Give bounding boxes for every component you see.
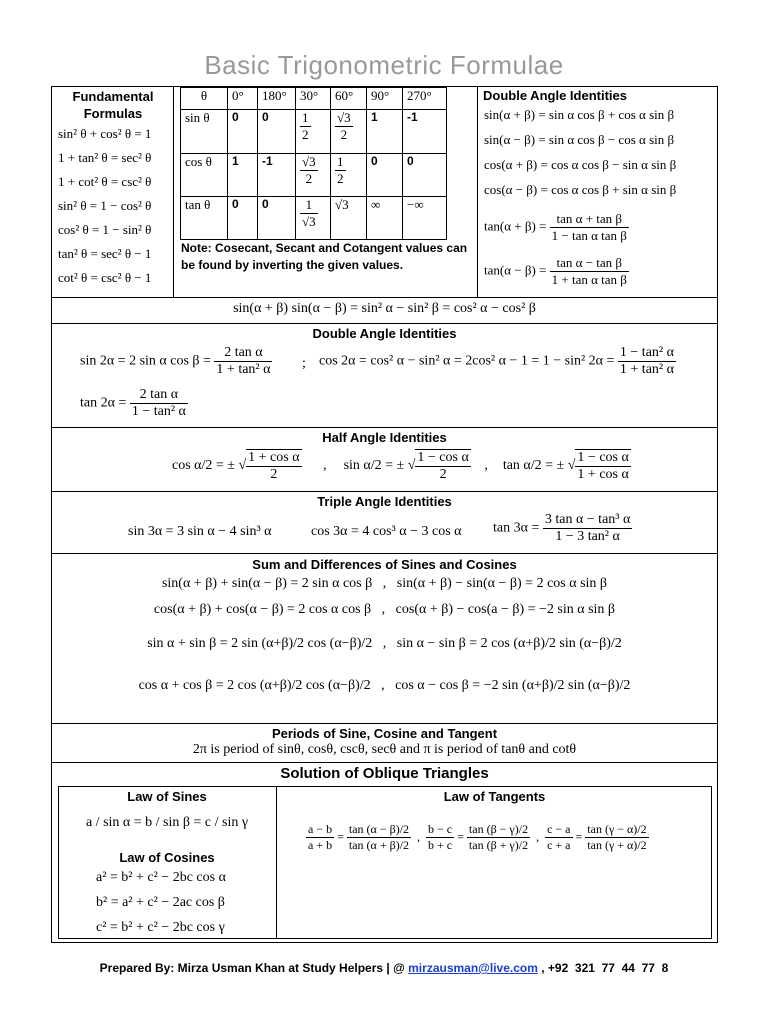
- fundamental-formula: cos² θ = 1 − sin² θ: [58, 222, 152, 237]
- divider: [51, 553, 718, 554]
- denominator: tan (β + γ)/2: [468, 838, 529, 852]
- sum-identity: sin α + sin β = 2 sin (α+β)/2 cos (α−β)/2 , sin α − sin β = 2 cos (α+β)/2 sin (α−β)/2: [147, 636, 622, 651]
- product-identity: sin(α + β) sin(α − β) = sin² α − sin² β = cos² α − cos² β: [233, 301, 536, 316]
- denominator: a + b: [308, 838, 333, 852]
- table-cell: 1: [228, 154, 258, 197]
- law-of-cosines-list: [96, 870, 226, 945]
- cosine-law-formula: b² = a² + c² − 2ac cos β: [96, 895, 225, 910]
- table-cell: 0: [367, 154, 403, 197]
- numerator: c − a: [547, 822, 571, 836]
- table-header-cell: 270°: [403, 88, 447, 110]
- half-sin-lhs: sin α/2 = ±: [343, 458, 405, 474]
- sum-of-sines-heading: Sum and Differences of Sines and Cosines: [252, 557, 517, 572]
- table-row: [181, 154, 447, 197]
- double-angle-heading: Double Angle Identities: [312, 326, 457, 341]
- oblique-heading: Solution of Oblique Triangles: [280, 765, 489, 782]
- denominator: 1 − tan α tan β: [551, 228, 627, 243]
- denominator: 2: [305, 171, 313, 186]
- half-angle-heading: Half Angle Identities: [322, 430, 447, 445]
- half-angle-formulas: cos α/2 = ± √ $\frac{\text{1 + cos α}}{2}$ , sin α/2 = ± √ $\frac{\text{1 − cos α}}{2}$ , tan α/2 = ± √ $\frac{\text{1 − cos α}}{\text{1 + cos α}}$: [172, 450, 629, 482]
- sin-double-formula: [80, 345, 272, 378]
- table-header-cell: 90°: [367, 88, 403, 110]
- email-link[interactable]: mirzausman@live.com: [408, 961, 538, 975]
- numerator: tan α + tan β: [550, 211, 629, 228]
- denominator: c + a: [547, 838, 571, 852]
- fundamental-formula: 1 + tan² θ = sec² θ: [58, 150, 152, 165]
- cos-triple-formula: cos 3α = 4 cos³ α − 3 cos α: [311, 524, 462, 539]
- law-of-cosines-heading: Law of Cosines: [119, 850, 215, 865]
- cosine-law-formula: a² = b² + c² − 2bc cos α: [96, 870, 226, 885]
- numerator: √3: [302, 154, 316, 169]
- divider: [51, 491, 718, 492]
- separator: ;: [302, 356, 306, 371]
- denominator: tan (α + β)/2: [348, 838, 410, 852]
- half-cos-lhs: cos α/2 = ±: [172, 458, 235, 474]
- sqrt-sign-icon: √: [407, 458, 416, 474]
- identity: cos(α − β) = cos α cos β + sin α sin β: [484, 182, 677, 197]
- divider: [51, 762, 718, 763]
- footer-credit: Prepared By: Mirza Usman Khan at Study Helpers | @: [99, 961, 409, 975]
- table-cell: -1: [258, 154, 296, 197]
- fundamental-formula: cot² θ = csc² θ − 1: [58, 270, 152, 285]
- numerator: tan (α − β)/2: [348, 822, 410, 836]
- table-header-row: [181, 88, 447, 110]
- numerator: √3: [337, 110, 351, 125]
- table-cell: 0: [258, 197, 296, 240]
- tan-sum-formula: [484, 211, 629, 244]
- identity: cos(α + β) = cos α cos β − sin α sin β: [484, 157, 677, 172]
- numerator: tan (β − γ)/2: [468, 822, 529, 836]
- table-header-cell: 60°: [331, 88, 367, 110]
- denominator: 1 − tan² α: [131, 404, 186, 419]
- table-cell: [296, 197, 331, 240]
- table-cell: sin θ: [181, 110, 228, 154]
- denominator: 2: [337, 171, 344, 186]
- cos-double-formula: [319, 345, 676, 378]
- table-cell: √3: [331, 197, 367, 240]
- divider: [51, 323, 718, 324]
- cos-double-lhs: cos 2α = cos² α − sin² α = 2cos² α − 1 = 1 − sin² 2α =: [319, 353, 615, 369]
- divider: [173, 86, 174, 297]
- table-header-cell: θ: [181, 88, 228, 110]
- fundamental-formula: sin² θ = 1 − cos² θ: [58, 198, 152, 213]
- table-cell: [331, 154, 367, 197]
- table-cell: 0: [258, 110, 296, 154]
- sum-identity: sin(α + β) + sin(α − β) = 2 sin α cos β , sin(α + β) − sin(α − β) = 2 cos α sin β: [161, 576, 608, 591]
- table-header-cell: 180°: [258, 88, 296, 110]
- denominator: 2: [270, 467, 278, 482]
- table-cell: [296, 110, 331, 154]
- tan-difference-lhs: tan(α − β) =: [484, 262, 547, 278]
- table-cell: 0: [228, 110, 258, 154]
- denominator: tan (γ + α)/2: [587, 838, 647, 852]
- fundamental-formula: 1 + cot² θ = csc² θ: [58, 174, 152, 189]
- denominator: 1 + tan α tan β: [551, 272, 627, 287]
- footer-phone: , +92 321 77 44 77 8: [537, 961, 669, 975]
- numerator: 1: [337, 154, 344, 169]
- numerator: tan α − tan β: [550, 255, 629, 272]
- numerator: 2 tan α: [130, 387, 188, 404]
- denominator: 2: [439, 467, 447, 482]
- fundamental-heading: Fundamental Formulas: [72, 89, 154, 121]
- page-title: Basic Trigonometric Formulae: [204, 50, 564, 80]
- denominator: b + c: [428, 838, 453, 852]
- table-header-cell: 0°: [228, 88, 258, 110]
- periods-line: 2π is period of sinθ, cosθ, cscθ, secθ and π is period of tanθ and cotθ: [192, 742, 577, 757]
- sqrt-sign-icon: √: [567, 458, 576, 474]
- divider: [51, 723, 718, 724]
- numerator: b − c: [428, 822, 453, 836]
- table-cell: -1: [403, 110, 447, 154]
- sin-triple-formula: sin 3α = 3 sin α − 4 sin³ α: [128, 524, 272, 539]
- cosine-law-formula: c² = b² + c² − 2bc cos γ: [96, 920, 225, 935]
- table-note: Note: Cosecant, Secant and Cotangent values can be found by inverting the given values.: [181, 241, 468, 272]
- table-cell: 1: [367, 110, 403, 154]
- identity: sin(α − β) = sin α cos β − cos α sin β: [484, 132, 675, 147]
- sum-difference-list: [484, 107, 676, 207]
- tan-triple-lhs: tan 3α =: [493, 520, 540, 536]
- fundamental-list: [58, 126, 173, 294]
- denominator: 1 + tan² α: [619, 362, 674, 377]
- law-of-tangents-heading: Law of Tangents: [443, 789, 546, 804]
- tan-triple-formula: [493, 512, 632, 545]
- footer: [0, 961, 768, 975]
- sum-identity: cos(α + β) + cos(α − β) = 2 cos α cos β , cos(α + β) − cos(a − β) = −2 sin α sin β: [153, 602, 616, 617]
- table-cell: [296, 154, 331, 197]
- denominator: √3: [302, 214, 316, 229]
- table-cell: 0: [403, 154, 447, 197]
- numerator: a − b: [308, 822, 333, 836]
- tan-double-lhs: tan 2α =: [80, 395, 127, 411]
- half-tan-lhs: tan α/2 = ±: [502, 458, 565, 474]
- numerator: 1 − cos α: [577, 450, 629, 465]
- table-cell: [331, 110, 367, 154]
- fundamental-formula: sin² θ + cos² θ = 1: [58, 126, 152, 141]
- law-of-tangents-formulas: $\frac{a - b}{a + b}$ = $\frac{\tan (\alpha - \beta)/2}{\tan (\alpha + \beta)/2}$ , $\frac{b - c}{b + c}$ = $\frac{\tan (\beta - \gamma)/2}{\tan (\beta + \gamma)/2}$ , $\frac{c - a}{c + a}$ = $\frac{\tan (\gamma - \alpha)/2}{\tan (\gamma + \alpha)/2}$: [308, 822, 647, 852]
- divider: [51, 427, 718, 428]
- numerator: 1 − tan² α: [619, 345, 674, 360]
- sin-double-lhs: sin 2α = 2 sin α cos β =: [80, 353, 211, 369]
- tan-sum-lhs: tan(α + β) =: [484, 218, 547, 234]
- denominator: 1 + cos α: [577, 467, 629, 482]
- divider: [51, 297, 718, 298]
- table-cell: tan θ: [181, 197, 228, 240]
- fundamental-formula: tan² θ = sec² θ − 1: [58, 246, 152, 261]
- law-of-sines-formula: a / sin α = b / sin β = c / sin γ: [85, 815, 249, 830]
- table-cell: 0: [228, 197, 258, 240]
- sum-identity: cos α + cos β = 2 cos (α+β)/2 cos (α−β)/2 , cos α − cos β = −2 sin (α+β)/2 sin (α−β)/2: [138, 678, 631, 693]
- sum-difference-heading: Double Angle Identities: [483, 88, 627, 103]
- law-of-sines-heading: Law of Sines: [127, 789, 207, 804]
- tan-difference-formula: [484, 255, 629, 288]
- trig-values-table: [180, 87, 447, 240]
- numerator: 1: [300, 197, 318, 214]
- numerator: tan (γ − α)/2: [587, 822, 647, 836]
- table-row: [181, 110, 447, 154]
- divider: [276, 786, 277, 939]
- numerator: 2 tan α: [214, 345, 272, 362]
- denominator: 1 + tan² α: [216, 362, 271, 377]
- identity: sin(α + β) = sin α cos β + cos α sin β: [484, 107, 675, 122]
- numerator: 1 + cos α: [248, 450, 300, 465]
- table-cell: −∞: [403, 197, 447, 240]
- table-cell: ∞: [367, 197, 403, 240]
- table-row: [181, 197, 447, 240]
- denominator: 1 − 3 tan² α: [555, 529, 620, 544]
- periods-heading: Periods of Sine, Cosine and Tangent: [271, 726, 498, 741]
- tan-double-formula: [80, 387, 188, 420]
- table-header-cell: 30°: [296, 88, 331, 110]
- numerator: 1: [302, 110, 309, 125]
- numerator: 3 tan α − tan³ α: [544, 512, 631, 527]
- numerator: 1 − cos α: [417, 450, 469, 465]
- sqrt-sign-icon: √: [238, 458, 247, 474]
- table-cell: cos θ: [181, 154, 228, 197]
- divider: [477, 86, 478, 297]
- triple-angle-heading: Triple Angle Identities: [317, 494, 452, 509]
- denominator: 2: [302, 127, 309, 142]
- denominator: 2: [340, 127, 348, 142]
